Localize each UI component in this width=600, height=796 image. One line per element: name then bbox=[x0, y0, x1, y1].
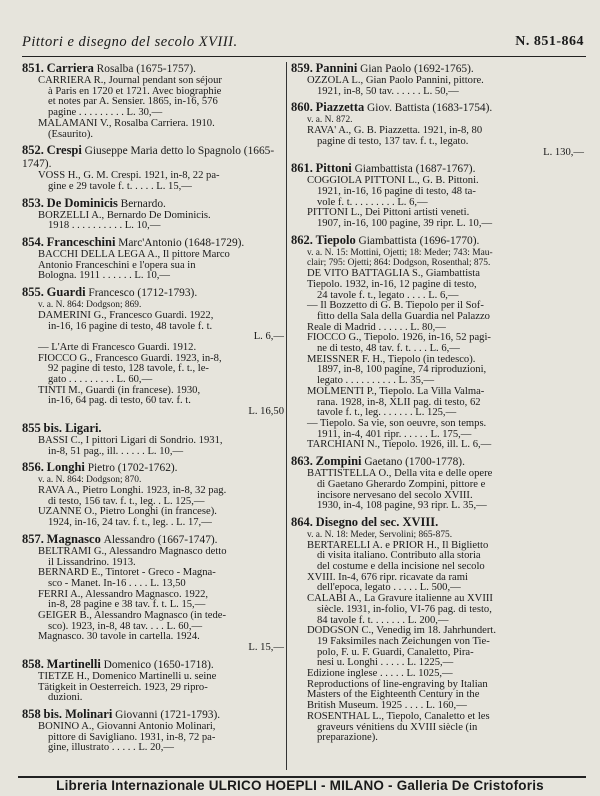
bibliography-line: gato . . . . . . . . . L. 60,— bbox=[48, 374, 153, 386]
entry-number: 858. bbox=[22, 656, 44, 671]
bibliography-line: sco - Manet. In-16 . . . . L. 13,50 bbox=[48, 577, 186, 589]
artist-details: Giambattista (1696-1770). bbox=[358, 234, 480, 247]
catalog-entry bbox=[291, 101, 584, 158]
entry-number: 864. bbox=[291, 514, 313, 529]
bibliography-line: British Museum. 1925 . . . . L. 160,— bbox=[307, 700, 467, 712]
artist-name: Piazzetta bbox=[315, 100, 365, 115]
catalog-entry bbox=[291, 234, 584, 451]
bibliography-line: 1911, in-4, 401 ripr. . . . . . L. 175,— bbox=[317, 428, 472, 440]
bibliography-line: tavole f. t., leg. . . . . . . L. 125,— bbox=[317, 407, 457, 419]
bibliography-line: 1921, in-16, 16 pagine di testo, 48 ta- bbox=[317, 185, 476, 197]
bibliography-line: L. 16,50 bbox=[248, 406, 284, 418]
bibliography-line: di testo, 156 tav. f. t., leg. . L. 125,— bbox=[48, 495, 205, 507]
bibliography-line: DODGSON C., Venedig im 18. Jahrhundert. bbox=[307, 625, 497, 637]
bibliography-line: vole f. t. . . . . . . . . L. 6,— bbox=[317, 196, 428, 208]
entry-number: 863. bbox=[291, 454, 313, 469]
bibliography-line: BORZELLI A., Bernardo De Dominicis. bbox=[38, 209, 211, 221]
catalog-entry bbox=[22, 286, 284, 418]
bibliography-line: L. 6,— bbox=[253, 331, 284, 343]
bibliography-line: MOLMENTI P., Tiepolo. La Villa Valma- bbox=[307, 385, 485, 397]
catalog-entry bbox=[22, 708, 284, 754]
bibliography-line: BATTISTELLA O., Della vita e delle opere bbox=[307, 468, 493, 480]
bibliography-line: gine e 29 tavole f. t. . . . . L. 15,— bbox=[48, 180, 192, 192]
catalog-entry bbox=[22, 197, 284, 232]
bibliography-line: legato . . . . . . . . . . L. 35,— bbox=[317, 375, 435, 387]
entry-heading bbox=[291, 516, 584, 530]
bibliography-line: TINTI M., Guardi (in francese). 1930, bbox=[38, 384, 201, 396]
entry-heading bbox=[291, 62, 584, 76]
artist-name: Zompini bbox=[315, 454, 362, 469]
bibliography-line: in-16, 16 pagine di testo, 48 tavole f. t. bbox=[48, 320, 213, 332]
page-header bbox=[22, 34, 586, 57]
entry-heading bbox=[291, 455, 584, 469]
bibliography-line: del costume e della incisione nel secolo bbox=[317, 561, 485, 573]
artist-name: Guardi bbox=[46, 285, 86, 300]
artist-name: Carriera bbox=[46, 61, 94, 75]
artist-details: Marc'Antonio (1648-1729). bbox=[118, 237, 245, 250]
bibliography-line: pittore di Savigliano. 1931, in-8, 72 pa- bbox=[48, 731, 216, 743]
bibliography-line: à Paris en 1720 et 1721. Avec biographie bbox=[48, 85, 222, 97]
entry-heading bbox=[22, 461, 284, 475]
bibliography-line: il Lissandrino. 1913. bbox=[48, 556, 136, 568]
bibliography-line: nesi u. Longhi . . . . . L. 1225,— bbox=[317, 657, 454, 669]
bibliography-line: Masters of the Eighteenth Century in the bbox=[307, 689, 480, 701]
bibliography-line: ROSENTHAL L., Tiepolo, Canaletto et les bbox=[307, 710, 490, 722]
catalog-entry bbox=[22, 236, 284, 282]
right-column bbox=[291, 62, 584, 748]
bibliography-line: TARCHIANI N., Tiepolo. 1926, ill. L. 6,— bbox=[307, 439, 492, 451]
entry-heading bbox=[22, 533, 284, 547]
bibliography-line: 84 tavole f. t. . . . . . . L. 200,— bbox=[317, 614, 449, 626]
bibliography-line: (Esaurito). bbox=[48, 128, 94, 140]
bibliography-line: 1897, in-8, 100 pagine, 74 riproduzioni, bbox=[317, 364, 487, 376]
bibliography-line: GEIGER B., Alessandro Magnasco (in tede- bbox=[38, 610, 226, 622]
artist-name: Franceschini bbox=[46, 235, 116, 250]
bibliography-line: BERTARELLI A. e PRIOR H., Il Biglietto bbox=[307, 539, 489, 551]
artist-details: Giuseppe Maria detto lo Spagnolo (1665-1747). bbox=[22, 145, 275, 171]
bibliography-line: L. 15,— bbox=[248, 642, 284, 654]
entry-number: 857. bbox=[22, 531, 44, 546]
entry-heading bbox=[22, 197, 284, 211]
bibliography-line: Magnasco. 30 tavole in cartella. 1924. bbox=[38, 631, 200, 643]
bibliography-line: FIOCCO G., Francesco Guardi. 1923, in-8, bbox=[38, 352, 222, 364]
column-divider bbox=[286, 62, 287, 770]
artist-name: Magnasco bbox=[46, 531, 101, 546]
catalog-entry bbox=[291, 455, 584, 512]
entry-number: 861. bbox=[291, 161, 313, 176]
artist-name: Martinelli bbox=[46, 656, 101, 671]
bibliography-line: Tiepolo. 1932, in-16, 12 pagine di testo, bbox=[307, 278, 477, 290]
bibliography-line: di Gaetano Gherardo Zompini, pittore e bbox=[317, 478, 486, 490]
bibliography-line: polo, F. u. F. Guardi, Canaletto, Pira- bbox=[317, 646, 474, 658]
entry-number: 856. bbox=[22, 460, 44, 475]
bibliography-line: in-16, 64 pag. di testo, 60 tav. f. t. bbox=[48, 395, 191, 407]
entry-number: 853. bbox=[22, 195, 44, 210]
bibliography-line: 1924, in-16, 24 tav. f. t., leg. . L. 17,— bbox=[48, 517, 212, 529]
cross-reference: v. a. N. 864: Dodgson; 869. bbox=[38, 300, 142, 311]
catalog-entry bbox=[291, 516, 584, 744]
bibliography-line: BELTRAMI G., Alessandro Magnasco detto bbox=[38, 545, 227, 557]
entry-heading bbox=[22, 422, 284, 436]
cross-reference: clair; 795: Ojetti; 864: Dodgson, Rosenthal; 875. bbox=[307, 258, 491, 269]
bibliography-line: — Tiepolo. Sa vie, son oeuvre, son temps. bbox=[307, 417, 487, 429]
cross-reference: v. a. N. 15: Mottini, Ojetti; 18: Meder; 743: Mau- bbox=[307, 247, 493, 258]
bibliography-line: in-8, 51 pag., ill. . . . . . L. 10,— bbox=[48, 445, 184, 457]
entry-heading bbox=[22, 286, 284, 300]
catalog-entry bbox=[22, 62, 284, 140]
entry-number: 855. bbox=[22, 285, 44, 300]
bibliography-line: gine, illustrato . . . . . L. 20,— bbox=[48, 742, 174, 754]
artist-details: Giambattista (1687-1767). bbox=[354, 163, 476, 176]
entry-number: 855 bbox=[22, 420, 41, 435]
cross-reference: v. a. N. 864: Dodgson; 870. bbox=[38, 475, 142, 486]
bibliography-line: 1907, in-16, 100 pagine, 39 ripr. L. 10,— bbox=[317, 218, 493, 230]
entry-number: 852. bbox=[22, 143, 44, 158]
artist-name: Pittoni bbox=[315, 161, 352, 176]
bibliography-line: ne di testo, 48 tav. f. t. . . . L. 6,— bbox=[317, 343, 460, 355]
bibliography-line: duzioni. bbox=[48, 692, 83, 704]
entry-number: 860. bbox=[291, 100, 313, 115]
artist-name: Crespi bbox=[46, 143, 82, 158]
bibliography-line: BONINO A., Giovanni Antonio Molinari, bbox=[38, 720, 216, 732]
bibliography-line: 1918 . . . . . . . . . . L. 10,— bbox=[48, 220, 161, 232]
bibliography-line: MALAMANI V., Rosalba Carriera. 1910. bbox=[38, 117, 215, 129]
artist-details: Rosalba (1675-1757). bbox=[96, 63, 197, 75]
bibliography-line: incisore nervesano del secolo XVIII. bbox=[317, 489, 473, 501]
entry-heading bbox=[291, 234, 584, 248]
entry-range: N. 851-864 bbox=[515, 34, 584, 49]
artist-details: Domenico (1650-1718). bbox=[103, 658, 214, 671]
entry-heading bbox=[22, 708, 284, 722]
bibliography-line: UZANNE O., Pietro Longhi (in francese). bbox=[38, 506, 217, 518]
bibliography-line: 92 pagine di testo, 128 tavole, f. t., le- bbox=[48, 363, 209, 375]
page-title: Pittori e disegno del secolo XVIII. bbox=[22, 34, 238, 50]
bibliography-line: TIETZE H., Domenico Martinelli u. seine bbox=[38, 670, 217, 682]
artist-name: Disegno del sec. XVIII. bbox=[315, 514, 439, 529]
bibliography-line: 1930, in-4, 108 pagine, 93 ripr. L. 35,— bbox=[317, 500, 487, 512]
entry-heading bbox=[22, 144, 284, 171]
bibliography-line: 19 Faksimiles nach Zeichungen von Tie- bbox=[317, 635, 490, 647]
bibliography-line: COGGIOLA PITTONI L., G. B. Pittoni. bbox=[307, 175, 479, 187]
artist-name: Longhi bbox=[46, 460, 85, 475]
bibliography-line: Tätigkeit in Oesterreich. 1923, 29 ripro- bbox=[38, 681, 208, 693]
artist-details: Alessandro (1667-1747). bbox=[103, 533, 218, 546]
bibliography-line: BACCHI DELLA LEGA A., Il pittore Marco bbox=[38, 249, 230, 261]
bibliography-line: XVIII. In-4, 676 ripr. ricavate da rami bbox=[307, 571, 468, 583]
bibliography-line: 1921, in-8, 50 tav. . . . . . L. 50,— bbox=[317, 85, 459, 97]
bibliography-line: pagine di testo, 137 tav. f. t., legato. bbox=[317, 135, 469, 147]
bibliography-line: VOSS H., G. M. Crespi. 1921, in-8, 22 pa- bbox=[38, 170, 220, 182]
catalog-entry bbox=[22, 422, 284, 457]
bibliography-line: Reale di Madrid . . . . . . L. 80,— bbox=[307, 321, 446, 333]
bibliography-line: DAMERINI G., Francesco Guardi. 1922, bbox=[38, 309, 214, 321]
entry-number: 851. bbox=[22, 61, 44, 75]
bibliography-line: rana. 1928, in-8, XLII pag. di testo, 62 bbox=[317, 396, 481, 408]
bibliography-line: CALABI A., La Gravure italienne au XVIII bbox=[307, 593, 493, 605]
bibliography-line: PITTONI L., Dei Pittoni artisti veneti. bbox=[307, 207, 470, 219]
bibliography-line: in-8, 28 pagine e 38 tav. f. t. L. 15,— bbox=[48, 599, 206, 611]
artist-details: Gaetano (1700-1778). bbox=[364, 456, 465, 469]
bibliography-line: — L'Arte di Francesco Guardi. 1912. bbox=[38, 341, 197, 353]
entry-heading bbox=[22, 236, 284, 250]
bibliography-line: BASSI C., I pittori Ligari di Sondrio. 1931, bbox=[38, 434, 223, 446]
entry-number: 854. bbox=[22, 235, 44, 250]
catalog-entry bbox=[22, 533, 284, 654]
bibliography-line: CARRIERA R., Journal pendant son séjour bbox=[38, 75, 222, 86]
bibliography-line: OZZOLA L., Gian Paolo Pannini, pittore. bbox=[307, 75, 484, 86]
artist-name: De Dominicis bbox=[46, 195, 118, 210]
bibliography-line: 24 tavole f. t., legato . . . . L. 6,— bbox=[317, 289, 459, 301]
bibliography-line: et notes par A. Sensier. 1865, in-16, 576 bbox=[48, 96, 218, 108]
artist-details: Giov. Battista (1683-1754). bbox=[367, 102, 493, 115]
entry-number: 859. bbox=[291, 61, 313, 75]
catalog-entry bbox=[22, 658, 284, 704]
bibliography-line: Reproductions of line-engraving by Italian bbox=[307, 678, 488, 690]
bibliography-line: RAVA' A., G. B. Piazzetta. 1921, in-8, 80 bbox=[307, 125, 483, 137]
footer-imprint: Libreria Internazionale ULRICO HOEPLI - MILANO - Galleria De Cristoforis bbox=[56, 778, 544, 793]
bibliography-line: graveurs vénitiens du XVIII siècle (in bbox=[317, 721, 478, 733]
bibliography-line: Edizione inglese . . . . . L. 1025,— bbox=[307, 668, 453, 680]
bibliography-line: siècle. 1931, in-folio, VI-76 pag. di testo, bbox=[317, 603, 492, 615]
artist-name: Tiepolo bbox=[315, 232, 356, 247]
bibliography-line: fitto della Sala della Guardia nel Palazzo bbox=[317, 310, 490, 322]
artist-name: bis. Molinari bbox=[43, 706, 113, 721]
bibliography-line: DE VITO BATTAGLIA S., Giambattista bbox=[307, 268, 480, 280]
artist-details: Gian Paolo (1692-1765). bbox=[360, 63, 474, 75]
catalog-entry bbox=[291, 62, 584, 97]
bibliography-line: dell'epoca, legato . . . . . L. 500,— bbox=[317, 582, 461, 594]
bibliography-line: L. 130,— bbox=[543, 146, 584, 158]
cross-reference: v. a. N. 18: Meder, Servolini; 865-875. bbox=[307, 529, 453, 540]
entry-number: 862. bbox=[291, 232, 313, 247]
catalog-entry bbox=[22, 461, 284, 529]
artist-details: Pietro (1702-1762). bbox=[87, 462, 178, 475]
artist-details: Giovanni (1721-1793). bbox=[115, 708, 221, 721]
entry-heading bbox=[22, 62, 284, 76]
bibliography-line: RAVA A., Pietro Longhi. 1923, in-8, 32 pag. bbox=[38, 484, 227, 496]
cross-reference: v. a. N. 872. bbox=[307, 115, 353, 126]
bibliography-line: BERNARD E., Tintoret - Greco - Magna- bbox=[38, 567, 216, 579]
bibliography-line: di visita italiano. Contributo alla storia bbox=[317, 550, 481, 562]
catalog-entry bbox=[22, 144, 284, 192]
catalog-entry bbox=[291, 162, 584, 230]
entry-heading bbox=[291, 162, 584, 176]
bibliography-line: Bologna. 1911 . . . . . . L. 10,— bbox=[38, 270, 171, 282]
artist-details: Bernardo. bbox=[120, 197, 166, 210]
bibliography-line: FERRI A., Alessandro Magnasco. 1922, bbox=[38, 588, 209, 600]
bibliography-line: pagine . . . . . . . . . L. 30,— bbox=[48, 107, 163, 119]
artist-name: Pannini bbox=[315, 61, 358, 75]
left-column bbox=[22, 62, 284, 758]
entry-number: 858 bbox=[22, 706, 41, 721]
bibliography-line: preparazione). bbox=[317, 732, 378, 744]
entry-heading bbox=[291, 101, 584, 115]
artist-details: Francesco (1712-1793). bbox=[88, 287, 198, 300]
bibliography-line: MEISSNER F. H., Tiepolo (in tedesco). bbox=[307, 353, 476, 365]
bibliography-line: Antonio Franceschini e l'opera sua in bbox=[38, 259, 196, 271]
entry-heading bbox=[22, 658, 284, 672]
bibliography-line: — Il Bozzetto di G. B. Tiepolo per il Sof- bbox=[307, 300, 484, 312]
artist-name: bis. Ligari. bbox=[43, 420, 102, 435]
bibliography-line: FIOCCO G., Tiepolo. 1926, in-16, 52 pagi- bbox=[307, 332, 491, 344]
bibliography-line: sco). 1923, in-8, 48 tav. . . . L. 60,— bbox=[48, 620, 203, 632]
